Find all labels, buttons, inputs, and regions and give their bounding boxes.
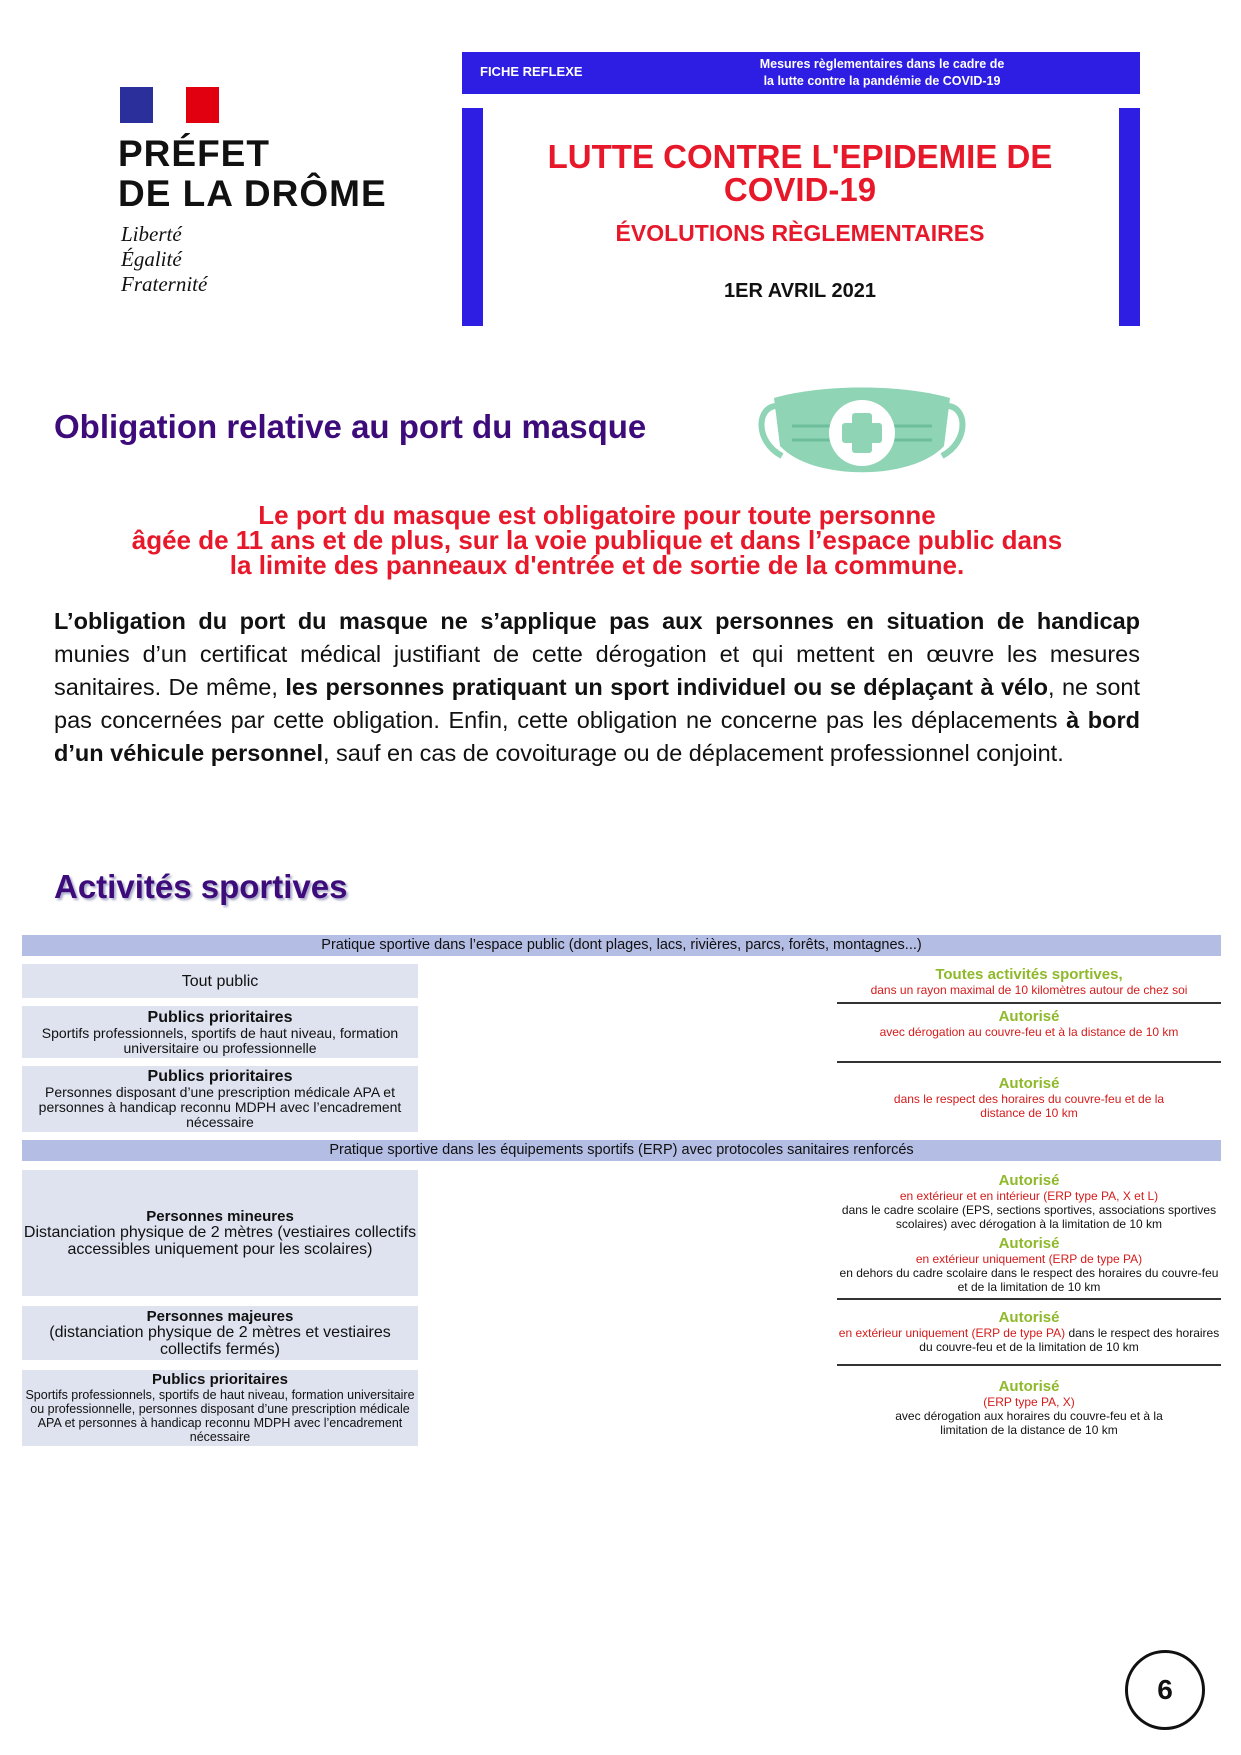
table-row-left-publics-prioritaires-apa xyxy=(22,1066,418,1132)
table-row-right xyxy=(837,966,1221,997)
status-label: Autorisé xyxy=(998,1172,1060,1189)
table-row-right xyxy=(879,1378,1179,1437)
masque-paragraph xyxy=(54,605,1140,770)
sub-title: ÉVOLUTIONS RÈGLEMENTAIRES xyxy=(615,220,985,246)
status-label: Autorisé xyxy=(998,1309,1060,1326)
p2-text: , ne sont pas concernées par cette obligation. Enfin, cette obligation ne concerne pas les déplacements xyxy=(54,674,1140,733)
row-description: Distanciation physique de 2 mètres (vestiaires collectifs accessibles uniquement pour les scolaires) xyxy=(23,1223,417,1258)
republique-flag-logo xyxy=(120,87,219,123)
motto-liberte: Liberté xyxy=(121,222,182,246)
row-title: Publics prioritaires xyxy=(152,1371,288,1388)
masque-heading: Obligation relative au port du masque xyxy=(54,408,647,445)
status-detail: (ERP type PA, X) xyxy=(983,1395,1075,1409)
p1-text: munies d’un certificat médical justifiant de cette dérogation et qui mettent en œuvre les mesures sanitaires. De même, xyxy=(54,641,1140,700)
table-row-left-tout-public xyxy=(22,964,418,998)
lead-line1: Le port du masque est obligatoire pour toute personne xyxy=(258,500,936,530)
row-title: Personnes mineures xyxy=(146,1207,294,1225)
row-title: Publics prioritaires xyxy=(147,1068,293,1085)
status-label: Toutes activités sportives, xyxy=(935,966,1123,983)
status-context: avec dérogation aux horaires du couvre-feu et à la limitation de la distance de 10 km xyxy=(895,1409,1163,1437)
status-label: Autorisé xyxy=(998,1075,1060,1092)
p3-bold: à bord d’un véhicule personnel xyxy=(54,707,1141,766)
header-left-border xyxy=(462,108,483,326)
status-detail: en extérieur et en intérieur (ERP type PA, X et L) xyxy=(899,1189,1159,1203)
table-row-right xyxy=(879,1075,1179,1120)
status-detail: avec dérogation au couvre-feu et à la distance de 10 km xyxy=(879,1025,1179,1039)
document-date: 1ER AVRIL 2021 xyxy=(724,280,876,302)
p2-bold: les personnes pratiquant un sport individuel ou se déplaçant à vélo xyxy=(285,674,1048,700)
row-divider xyxy=(837,1364,1221,1366)
prefet-logo-text xyxy=(118,134,387,214)
medical-mask-icon xyxy=(752,386,972,486)
title-line2: COVID-19 xyxy=(723,171,877,208)
row-description: (distanciation physique de 2 mètres et vestiaires collectifs fermés) xyxy=(49,1323,391,1358)
status-label: Autorisé xyxy=(998,1235,1060,1252)
p1-bold: L’obligation du port du masque ne s’applique pas aux personnes en situation de handicap xyxy=(54,608,1140,634)
row-divider xyxy=(837,1002,1221,1004)
table-row-right xyxy=(879,1008,1179,1039)
status-context: en dehors du cadre scolaire dans le respect des horaires du couvre-feu et de la limitation de 10 km xyxy=(839,1266,1219,1294)
lead-line3: la limite des panneaux d'entrée et de sortie de la commune. xyxy=(229,550,965,580)
status-label: Autorisé xyxy=(998,1378,1060,1395)
status-detail: dans le respect des horaires du couvre-feu et de la distance de 10 km xyxy=(893,1092,1165,1120)
motto-fraternite: Fraternité xyxy=(121,272,208,296)
main-title xyxy=(500,140,1100,206)
page-number: 6 xyxy=(1125,1650,1205,1730)
status-detail: en extérieur uniquement (ERP de type PA) xyxy=(915,1252,1143,1266)
header-mesures xyxy=(662,56,1102,90)
table-row-right xyxy=(837,1172,1221,1294)
status-detail: en extérieur uniquement (ERP de type PA) xyxy=(838,1326,1066,1340)
sport-heading: Activités sportives xyxy=(54,868,348,905)
table-row-left-publics-prioritaires xyxy=(22,1006,418,1058)
title-line1: LUTTE CONTRE L'EPIDEMIE DE xyxy=(547,138,1053,175)
status-label: Autorisé xyxy=(998,1008,1060,1025)
mesures-line2: la lutte contre la pandémie de COVID-19 xyxy=(763,74,1001,88)
status-detail: dans un rayon maximal de 10 kilomètres autour de chez soi xyxy=(870,983,1188,997)
prefet-line1: PRÉFET xyxy=(118,133,270,174)
band-erp: Pratique sportive dans les équipements sportifs (ERP) avec protocoles sanitaires renforcés xyxy=(22,1140,1221,1161)
row-divider xyxy=(837,1298,1221,1300)
row-description: Sportifs professionnels, sportifs de haut niveau, formation universitaire ou professionnelle, personnes disposant d’une prescription médicale APA et personnes à handicap reconnu MDPH avec l’encadrement nécessaire xyxy=(25,1388,415,1444)
header-bar xyxy=(462,52,1140,94)
republic-motto xyxy=(121,222,207,297)
band-espace-public: Pratique sportive dans l’espace public (dont plages, lacs, rivières, parcs, forêts, montagnes...) xyxy=(22,935,1221,956)
mesures-line1: Mesures règlementaires dans le cadre de xyxy=(759,57,1005,71)
row-divider xyxy=(837,1061,1221,1063)
prefet-line2: DE LA DRÔME xyxy=(118,173,387,214)
status-context: dans le cadre scolaire (EPS, sections sportives, associations sportives scolaires) avec dérogation à la limitation de 10 km xyxy=(841,1203,1217,1231)
table-row-left-publics-prioritaires-erp xyxy=(22,1370,418,1446)
table-row-left-personnes-mineures xyxy=(22,1170,418,1296)
p3-text: , sauf en cas de covoiturage ou de déplacement professionnel conjoint. xyxy=(323,740,1064,766)
row-title: Tout public xyxy=(181,972,259,990)
row-title: Personnes majeures xyxy=(146,1307,294,1325)
status-context: dans le respect des horaires du couvre-feu et de la limitation de 10 km xyxy=(919,1326,1220,1354)
row-description: Sportifs professionnels, sportifs de haut niveau, formation universitaire ou professionnelle xyxy=(41,1024,399,1056)
motto-egalite: Égalité xyxy=(121,247,182,271)
table-row-right xyxy=(837,1309,1221,1354)
table-row-left-personnes-majeures xyxy=(22,1306,418,1360)
fiche-reflexe-label: FICHE REFLEXE xyxy=(480,64,583,79)
lead-line2: âgée de 11 ans et de plus, sur la voie publique et dans l’espace public dans xyxy=(131,525,1063,555)
row-description: Personnes disposant d’une prescription médicale APA et personnes à handicap reconnu MDPH avec l’encadrement nécessaire xyxy=(38,1084,402,1130)
masque-lead xyxy=(54,500,1140,580)
row-title: Publics prioritaires xyxy=(147,1008,293,1026)
header-right-border xyxy=(1119,108,1140,326)
